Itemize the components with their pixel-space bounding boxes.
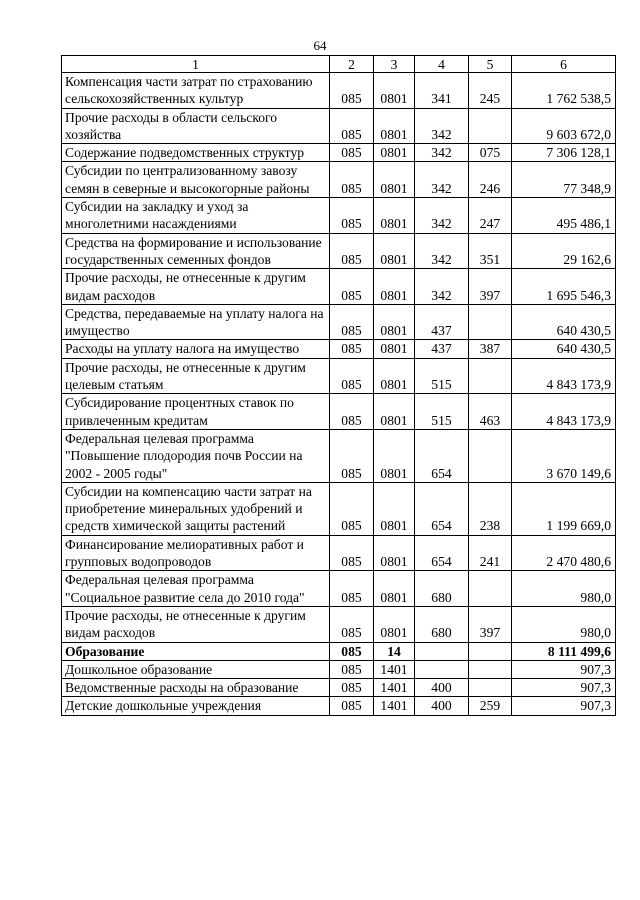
row-ministry-code: 085 <box>330 269 374 305</box>
row-ministry-code: 085 <box>330 162 374 198</box>
table-row <box>62 340 616 358</box>
row-ministry-code: 085 <box>330 358 374 394</box>
row-expense-type-code <box>469 108 512 144</box>
row-expense-type-code <box>469 358 512 394</box>
row-ministry-code: 085 <box>330 679 374 697</box>
table-row <box>62 482 616 535</box>
row-amount: 77 348,9 <box>512 162 616 198</box>
row-expense-type-code <box>469 660 512 678</box>
header-col-1: 1 <box>62 56 330 73</box>
row-ministry-code: 085 <box>330 340 374 358</box>
row-article-code: 400 <box>415 697 469 715</box>
row-section-code: 0801 <box>374 482 415 535</box>
row-amount: 1 199 669,0 <box>512 482 616 535</box>
row-article-code <box>415 642 469 660</box>
budget-table <box>61 55 616 716</box>
table-row <box>62 304 616 340</box>
row-amount: 3 670 149,6 <box>512 429 616 482</box>
header-col-2: 2 <box>330 56 374 73</box>
row-section-code: 0801 <box>374 198 415 234</box>
row-name: Дошкольное образование <box>62 660 330 678</box>
row-ministry-code: 085 <box>330 660 374 678</box>
row-expense-type-code: 246 <box>469 162 512 198</box>
row-section-code: 0801 <box>374 571 415 607</box>
row-article-code: 342 <box>415 198 469 234</box>
table-row <box>62 269 616 305</box>
row-expense-type-code <box>469 304 512 340</box>
row-name: Образование <box>62 642 330 660</box>
row-article-code: 342 <box>415 108 469 144</box>
row-name: Прочие расходы, не отнесенные к другим целевым статьям <box>62 358 330 394</box>
row-name: Расходы на уплату налога на имущество <box>62 340 330 358</box>
row-name: Ведомственные расходы на образование <box>62 679 330 697</box>
row-article-code: 680 <box>415 571 469 607</box>
table-row <box>62 571 616 607</box>
row-amount: 907,3 <box>512 679 616 697</box>
header-col-6: 6 <box>512 56 616 73</box>
row-expense-type-code <box>469 679 512 697</box>
row-amount: 29 162,6 <box>512 233 616 269</box>
table-row <box>62 144 616 162</box>
row-ministry-code: 085 <box>330 233 374 269</box>
page-number: 64 <box>313 38 327 53</box>
row-name: Финансирование мелиоративных работ и групповых водопроводов <box>62 535 330 571</box>
row-section-code: 0801 <box>374 304 415 340</box>
table-row <box>62 198 616 234</box>
row-amount: 7 306 128,1 <box>512 144 616 162</box>
row-expense-type-code: 241 <box>469 535 512 571</box>
table-row <box>62 697 616 715</box>
header-row <box>62 56 616 73</box>
row-expense-type-code: 238 <box>469 482 512 535</box>
row-section-code: 1401 <box>374 679 415 697</box>
row-article-code: 515 <box>415 358 469 394</box>
row-expense-type-code: 075 <box>469 144 512 162</box>
row-amount: 4 843 173,9 <box>512 358 616 394</box>
row-name: Федеральная целевая программа "Социальное развитие села до 2010 года" <box>62 571 330 607</box>
row-expense-type-code: 245 <box>469 73 512 109</box>
header-col-4: 4 <box>415 56 469 73</box>
table-row <box>62 606 616 642</box>
row-expense-type-code <box>469 642 512 660</box>
row-section-code: 0801 <box>374 358 415 394</box>
row-amount: 8 111 499,6 <box>512 642 616 660</box>
row-section-code: 1401 <box>374 660 415 678</box>
row-amount: 907,3 <box>512 697 616 715</box>
row-section-code: 0801 <box>374 162 415 198</box>
row-article-code: 680 <box>415 606 469 642</box>
row-expense-type-code: 463 <box>469 394 512 430</box>
row-amount: 2 470 480,6 <box>512 535 616 571</box>
table-row <box>62 679 616 697</box>
row-name: Детские дошкольные учреждения <box>62 697 330 715</box>
table-row <box>62 535 616 571</box>
row-ministry-code: 085 <box>330 73 374 109</box>
row-expense-type-code: 387 <box>469 340 512 358</box>
row-name: Субсидии на компенсацию части затрат на приобретение минеральных удобрений и средств химической защиты растений <box>62 482 330 535</box>
row-section-code: 0801 <box>374 108 415 144</box>
row-article-code: 437 <box>415 304 469 340</box>
table-row <box>62 108 616 144</box>
row-amount: 640 430,5 <box>512 304 616 340</box>
row-amount: 980,0 <box>512 606 616 642</box>
row-ministry-code: 085 <box>330 429 374 482</box>
row-amount: 1 762 538,5 <box>512 73 616 109</box>
row-article-code: 654 <box>415 429 469 482</box>
row-amount: 640 430,5 <box>512 340 616 358</box>
row-expense-type-code: 259 <box>469 697 512 715</box>
row-ministry-code: 085 <box>330 394 374 430</box>
row-section-code: 0801 <box>374 144 415 162</box>
row-section-code: 0801 <box>374 606 415 642</box>
row-amount: 9 603 672,0 <box>512 108 616 144</box>
row-article-code: 437 <box>415 340 469 358</box>
row-amount: 1 695 546,3 <box>512 269 616 305</box>
row-section-code: 0801 <box>374 535 415 571</box>
row-name: Субсидирование процентных ставок по привлеченным кредитам <box>62 394 330 430</box>
table-row <box>62 660 616 678</box>
row-article-code: 342 <box>415 144 469 162</box>
row-expense-type-code: 397 <box>469 269 512 305</box>
row-section-code: 0801 <box>374 269 415 305</box>
table-row <box>62 394 616 430</box>
row-article-code: 400 <box>415 679 469 697</box>
row-ministry-code: 085 <box>330 482 374 535</box>
row-article-code: 342 <box>415 162 469 198</box>
header-col-3: 3 <box>374 56 415 73</box>
table-row <box>62 162 616 198</box>
row-section-code: 14 <box>374 642 415 660</box>
row-name: Субсидии на закладку и уход за многолетними насаждениями <box>62 198 330 234</box>
row-name: Содержание подведомственных структур <box>62 144 330 162</box>
row-amount: 907,3 <box>512 660 616 678</box>
row-article-code: 654 <box>415 482 469 535</box>
row-expense-type-code: 247 <box>469 198 512 234</box>
row-amount: 4 843 173,9 <box>512 394 616 430</box>
row-name: Субсидии по централизованному завозу семян в северные и высокогорные районы <box>62 162 330 198</box>
row-article-code: 341 <box>415 73 469 109</box>
row-expense-type-code <box>469 571 512 607</box>
row-ministry-code: 085 <box>330 535 374 571</box>
table-row <box>62 73 616 109</box>
header-col-5: 5 <box>469 56 512 73</box>
row-ministry-code: 085 <box>330 198 374 234</box>
row-article-code <box>415 660 469 678</box>
row-expense-type-code: 397 <box>469 606 512 642</box>
row-name: Прочие расходы, не отнесенные к другим видам расходов <box>62 606 330 642</box>
row-section-code: 1401 <box>374 697 415 715</box>
row-article-code: 654 <box>415 535 469 571</box>
row-ministry-code: 085 <box>330 144 374 162</box>
row-article-code: 342 <box>415 269 469 305</box>
row-name: Средства на формирование и использование государственных семенных фондов <box>62 233 330 269</box>
row-section-code: 0801 <box>374 429 415 482</box>
row-name: Прочие расходы, не отнесенные к другим видам расходов <box>62 269 330 305</box>
row-ministry-code: 085 <box>330 304 374 340</box>
row-article-code: 342 <box>415 233 469 269</box>
row-expense-type-code <box>469 429 512 482</box>
row-section-code: 0801 <box>374 233 415 269</box>
row-amount: 980,0 <box>512 571 616 607</box>
row-expense-type-code: 351 <box>469 233 512 269</box>
table-row <box>62 233 616 269</box>
row-name: Средства, передаваемые на уплату налога на имущество <box>62 304 330 340</box>
row-section-code: 0801 <box>374 394 415 430</box>
table-row-section-total <box>62 642 616 660</box>
row-ministry-code: 085 <box>330 697 374 715</box>
row-article-code: 515 <box>415 394 469 430</box>
row-ministry-code: 085 <box>330 606 374 642</box>
row-ministry-code: 085 <box>330 108 374 144</box>
row-ministry-code: 085 <box>330 571 374 607</box>
row-ministry-code: 085 <box>330 642 374 660</box>
row-amount: 495 486,1 <box>512 198 616 234</box>
row-name: Прочие расходы в области сельского хозяйства <box>62 108 330 144</box>
row-name: Федеральная целевая программа "Повышение плодородия почв России на 2002 - 2005 годы" <box>62 429 330 482</box>
table-row <box>62 429 616 482</box>
row-section-code: 0801 <box>374 73 415 109</box>
table-row <box>62 358 616 394</box>
row-name: Компенсация части затрат по страхованию сельскохозяйственных культур <box>62 73 330 109</box>
row-section-code: 0801 <box>374 340 415 358</box>
